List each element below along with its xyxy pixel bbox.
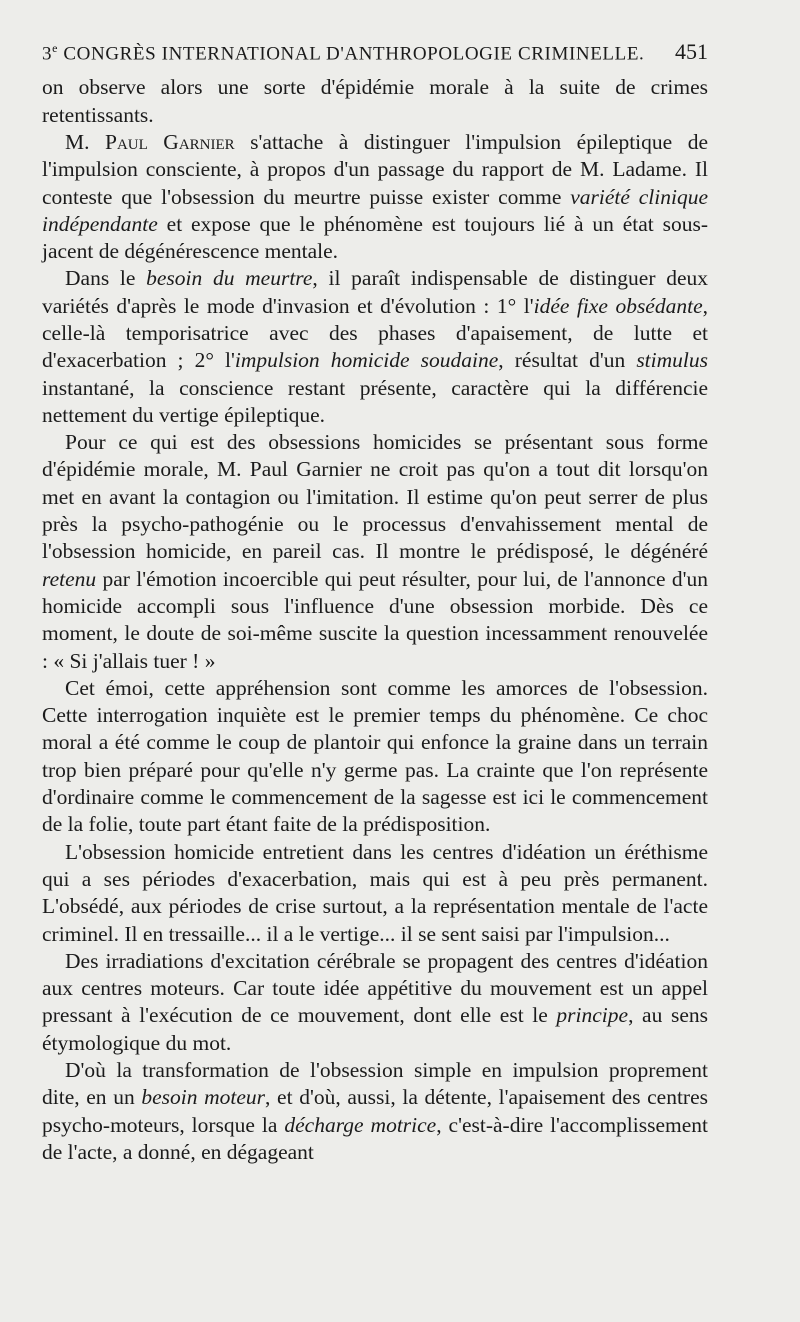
body-text xyxy=(42,74,708,1166)
text-run: , résultat d'un xyxy=(498,348,637,373)
italic-run: retenu xyxy=(42,566,97,591)
paragraph xyxy=(42,675,708,839)
italic-run: besoin moteur xyxy=(141,1085,266,1110)
italic-run: impulsion homicide soudaine xyxy=(234,348,499,373)
paragraph xyxy=(42,1057,708,1166)
text-run: D'où la transformation de l'obsession simple en impulsion proprement dite, en un xyxy=(42,1058,708,1110)
text-run: Pour ce qui est des obsessions homicides se présentant sous forme d'épidémie morale, M. Paul Garnier ne croit pas qu'on a tout dit lorsqu'on met en avant la contagion ou l'imitation. Il estime qu'on peut serrer de plus près la psycho-pathogénie ou le processus d'envahissement mental de l'obsession homicide, en pareil cas. Il montre le prédisposé, le dégénéré xyxy=(42,430,708,564)
paragraph xyxy=(42,948,708,1057)
text-run: s'attache à distinguer l'impulsion épileptique de l'impulsion consciente, à propos d'un passage du rapport de M. Ladame. Il conteste que l'obsession du meurtre puisse exister comme xyxy=(42,129,708,209)
paragraph xyxy=(42,74,708,129)
running-head xyxy=(42,34,708,68)
italic-run: variété clinique indépendante xyxy=(42,184,708,236)
italic-run: stimulus xyxy=(636,348,708,373)
italic-run: décharge motrice xyxy=(284,1112,437,1137)
paragraph xyxy=(42,129,708,265)
text-run: Dans le xyxy=(65,266,147,291)
text-run: on observe alors une sorte d'épidémie morale à la suite de crimes retentissants. xyxy=(42,75,708,127)
text-run: , au sens étymologique du mot. xyxy=(42,1003,708,1055)
text-run: instantané, la conscience restant présente, caractère qui la différencie nettement du vertige épileptique. xyxy=(42,375,708,427)
congress-title: CONGRÈS INTERNATIONAL D'ANTHROPOLOGIE CRIMINELLE. xyxy=(63,43,645,65)
text-run: et expose que le phénomène est toujours lié à un état sous-jacent de dégénérescence mentale. xyxy=(42,211,708,264)
italic-run: idée fixe obsédante xyxy=(533,293,703,318)
running-title xyxy=(42,34,644,68)
smallcaps-run: Paul Garnier xyxy=(105,129,235,154)
text-run: , il paraît indispensable de distinguer deux variétés d'après le mode d'invasion et d'évolution : 1° l' xyxy=(42,266,709,318)
paragraph xyxy=(42,429,708,675)
text-run: , et d'où, aussi, la détente, l'apaisement des centres psycho-moteurs, lorsque la xyxy=(42,1085,708,1137)
ordinal-suffix: e xyxy=(52,41,59,55)
italic-run: besoin du meurtre xyxy=(146,266,313,291)
paragraph xyxy=(42,265,708,429)
text-run: , c'est-à-dire l'accomplissement de l'acte, a donné, en dégageant xyxy=(42,1112,708,1164)
page-number: 451 xyxy=(675,39,708,65)
congress-ordinal: 3 xyxy=(42,43,53,65)
italic-run: principe xyxy=(556,1003,629,1028)
paragraph xyxy=(42,839,708,948)
text-run: Cet émoi, cette appréhension sont comme les amorces de l'obsession. Cette interrogation inquiète est le premier temps du phénomène. Ce choc moral a été comme le coup de plantoir qui enfonce la graine dans un terrain trop bien préparé pour qu'elle n'y germe pas. La crainte que l'on représente d'ordinaire comme le commencement de la sagesse est ici le commencement de la folie, toute part étant faite de la prédisposition. xyxy=(42,675,708,837)
text-run: par l'émotion incoercible qui peut résulter, pour lui, de l'annonce d'un homicide accompli sous l'influence d'une obsession morbide. Dès ce moment, le doute de soi-même suscite la question incessamment renouvelée : « Si j'allais tuer ! » xyxy=(42,566,708,673)
text-run: M. xyxy=(65,129,105,154)
text-run: L'obsession homicide entretient dans les centres d'idéation un éréthisme qui a ses périodes d'exacerbation, mais qui est à peu près permanent. L'obsédé, aux périodes de crise surtout, a la représentation mentale de l'acte criminel. Il en tressaille... il a le vertige... il se sent saisi par l'impulsion... xyxy=(42,839,708,946)
text-run: , celle-là temporisatrice avec des phases d'apaisement, de lutte et d'exacerbation ; 2° l' xyxy=(42,293,708,373)
text-run: Des irradiations d'excitation cérébrale se propagent des centres d'idéation aux centres moteurs. Car toute idée appétitive du mouvement est un appel pressant à l'exécution de ce mouvement, dont elle est le xyxy=(42,948,708,1028)
